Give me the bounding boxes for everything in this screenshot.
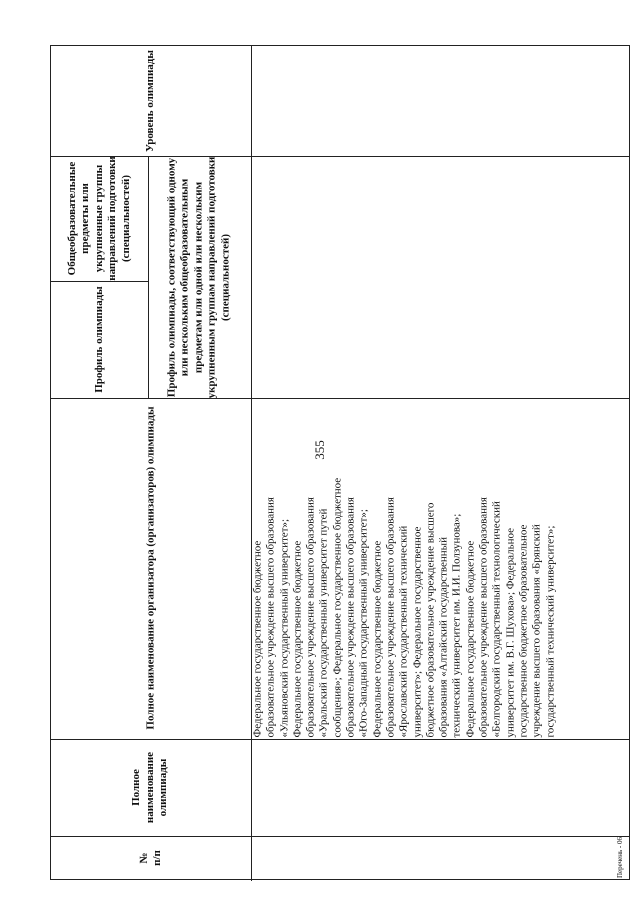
organizer-line: образовательное учреждение высшего образования (304, 497, 317, 738)
header-profile: Профиль олимпиады (92, 286, 105, 393)
organizer-cell-text (252, 397, 630, 738)
header-level: Уровень олимпиады (144, 50, 157, 152)
organizer-line: Федеральное государственное бюджетное (464, 540, 477, 738)
organizer-line: Федеральное государственное бюджетное (251, 540, 264, 738)
organizer-line: образовательное учреждение высшего образования (477, 497, 490, 738)
organizer-line: сообщения»; Федеральное государственное бюджетное (331, 477, 344, 738)
organizer-line: «Белгородский государственный технологический (490, 501, 503, 738)
organizer-line: «Юго-Западный государственный университет»; (357, 509, 370, 738)
organizer-line: государственное бюджетное образовательное (517, 524, 530, 738)
organizer-line: бюджетное образовательное учреждение высшего (424, 502, 437, 738)
organizer-line: образовательное учреждение высшего образования (344, 497, 357, 738)
page-number: 355 (312, 440, 327, 460)
organizer-line: образовательное учреждение высшего образования (264, 497, 277, 738)
organizer-line: университет им. В.Г. Шухова»; Федеральное (504, 527, 517, 738)
header-organizer: Полное наименование организатора (организаторов) олимпиады (144, 406, 157, 730)
organizer-line: учреждение высшего образования «Брянский (530, 524, 543, 738)
organizer-line: образовательное учреждение высшего образования (384, 497, 397, 738)
header-subjects: Общеобразовательные предметы или укрупненные группы направлений подготовки (специальностей) (65, 156, 132, 281)
organizer-line: Федеральное государственное бюджетное (291, 540, 304, 738)
page-footer: Перечень - 06 (616, 837, 624, 878)
organizer-line: образования «Алтайский государственный (437, 537, 450, 738)
organizer-line: «Ярославский государственный технический (397, 525, 410, 738)
organizer-line: «Ульяновский государственный университет»; (278, 518, 291, 738)
header-profile-group: Профиль олимпиады, соответствующий одному или нескольким общеобразовательным предметам или одной или нескольким укрупненным группам направлений подготовки (специальностей) (165, 156, 232, 399)
organizer-line: технический университет им. И.И. Ползунова»; (450, 513, 463, 738)
organizer-line: университет»; Федеральное государственное (411, 526, 424, 738)
header-full-name: Полное наименование олимпиады (130, 751, 170, 824)
organizer-line: Федеральное государственное бюджетное (371, 540, 384, 738)
organizer-line: «Уральский государственный университет путей (317, 508, 330, 738)
header-num: № п/п (137, 850, 163, 866)
organizer-line: государственный технический университет»; (544, 525, 557, 738)
olympiad-table (50, 45, 630, 880)
